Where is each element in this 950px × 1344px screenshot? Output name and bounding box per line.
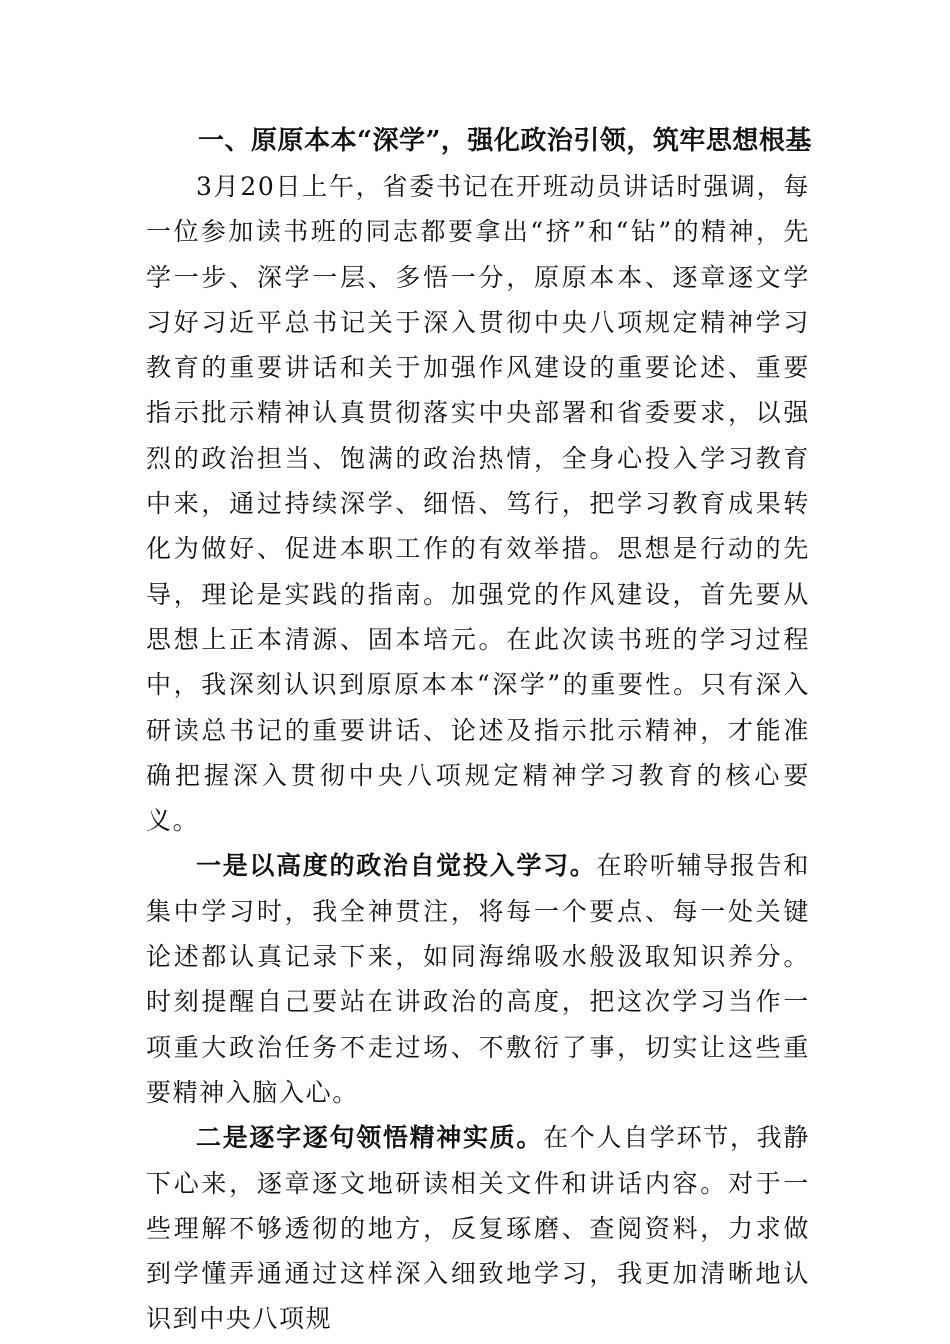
paragraph-point-two-lead: 二是逐字逐句领悟精神实质。 [196, 1123, 544, 1153]
paragraph-point-one-lead: 一是以高度的政治自觉投入学习。 [196, 851, 597, 881]
paragraph-point-one [146, 843, 810, 1115]
section-heading: 一、原原本本“深学”，强化政治引领，筑牢思想根基 [198, 126, 812, 156]
paragraph-point-two [146, 1115, 810, 1341]
document-body [146, 118, 810, 1342]
paragraph-intro-text: 3月20日上午，省委书记在开班动员讲话时强调，每一位参加读书班的同志都要拿出“挤”和“钻”的精神，先学一步、深学一层、多悟一分，原原本本、逐章逐文学习好习近平总书记关于深入贯彻中央八项规定精神学习教育的重要讲话和关于加强作风建设的重要论述、重要指示批示精神认真贯彻落实中央部署和省委要求，以强烈的政治担当、饱满的政治热情，全身心投入学习教育中来，通过持续深学、细悟、笃行，把学习教育成果转化为做好、促进本职工作的有效举措。思想是行动的先导，理论是实践的指南。加强党的作风建设，首先要从思想上正本清源、固本培元。在此次读书班的学习过程中，我深刻认识到原原本本“深学”的重要性。只有深入研读总书记的重要讲话、论述及指示批示精神，才能准确把握深入贯彻中央八项规定精神学习教育的核心要义。 [146, 172, 810, 836]
paragraph-point-two-text: 在个人自学环节，我静下心来，逐章逐文地研读相关文件和讲话内容。对于一些理解不够透彻的地方，反复琢磨、查阅资料，力求做到学懂弄通通过这样深入细致地学习，我更加清晰地认识到中央八项规 [146, 1123, 810, 1334]
paragraph-point-one-text: 在聆听辅导报告和集中学习时，我全神贯注，将每一个要点、每一处关键论述都认真记录下来，如同海绵吸水般汲取知识养分。时刻提醒自己要站在讲政治的高度，把这次学习当作一项重大政治任务不走过场、不敷衍了事，切实让这些重要精神入脑入心。 [146, 851, 810, 1107]
paragraph-intro [146, 164, 810, 843]
